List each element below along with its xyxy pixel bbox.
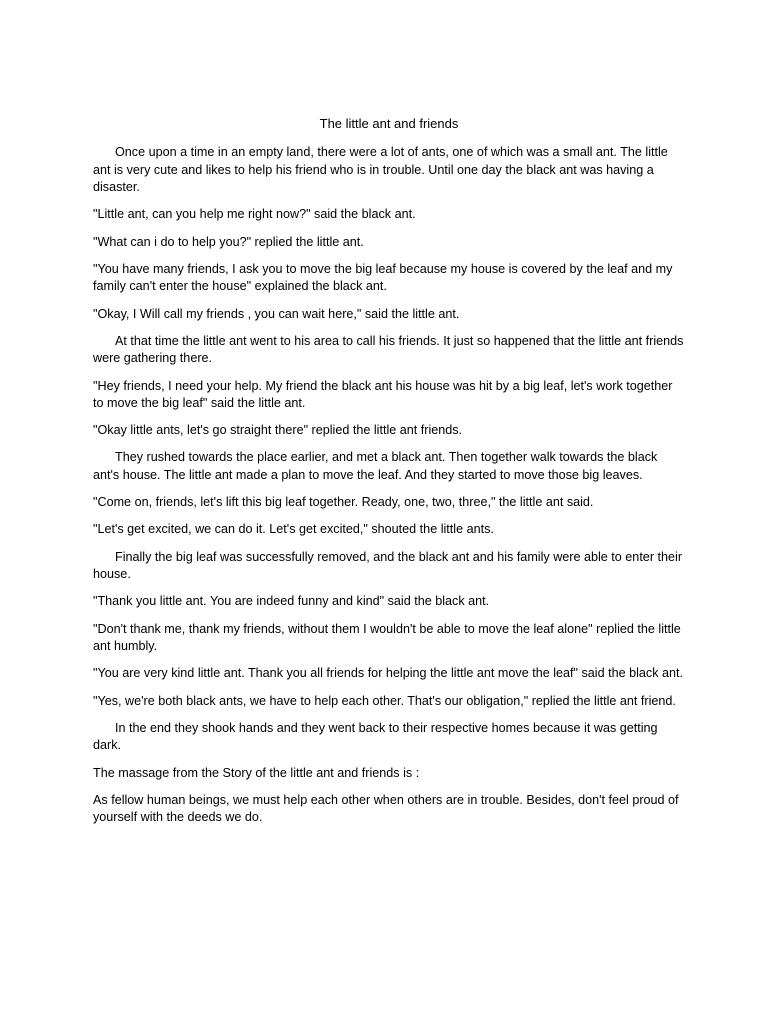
paragraph: "Come on, friends, let's lift this big leaf together. Ready, one, two, three," the little ant said. [93,495,594,510]
paragraph: "What can i do to help you?" replied the little ant. [93,234,364,249]
paragraph: "Okay little ants, let's go straight there" replied the little ant friends. [93,423,463,438]
paragraph: As fellow human beings, we must help each other when others are in trouble. Besides, don't feel proud of yourself with the deeds we do. [93,792,679,825]
paragraph: "Hey friends, I need your help. My friend the black ant his house was hit by a big leaf, let's work together to move the big leaf" said the little ant. [93,378,673,411]
paragraph: In the end they shook hands and they went back to their respective homes because it was getting dark. [93,720,658,753]
paragraph: "Let's get excited, we can do it. Let's get excited," shouted the little ants. [93,522,494,537]
paragraph: "You have many friends, I ask you to move the big leaf because my house is covered by the leaf and my family can't enter the house" explained the black ant. [93,261,673,294]
paragraph: "Don't thank me, thank my friends, without them I wouldn't be able to move the leaf alone" replied the little ant humbly. [93,621,681,654]
paragraph: They rushed towards the place earlier, and met a black ant. Then together walk towards the black ant's house. The little ant made a plan to move the leaf. And they started to move those big leaves. [93,450,658,483]
paragraph: At that time the little ant went to his area to call his friends. It just so happened that the little ant friends were gathering there. [93,333,684,366]
paragraph-list [93,144,685,827]
paragraph: Finally the big leaf was successfully removed, and the black ant and his family were able to enter their house. [93,549,683,582]
paragraph: "Okay, I Will call my friends , you can wait here," said the little ant. [93,306,460,321]
paragraph: Once upon a time in an empty land, there were a lot of ants, one of which was a small ant. The little ant is very cute and likes to help his friend who is in trouble. Until one day the black ant was having a disaster. [93,145,668,195]
paragraph: "Little ant, can you help me right now?" said the black ant. [93,207,416,222]
paragraph: "You are very kind little ant. Thank you all friends for helping the little ant move the leaf" said the black ant. [93,666,683,681]
document-title: The little ant and friends [319,116,459,131]
document-body [93,115,685,837]
paragraph: "Yes, we're both black ants, we have to help each other. That's our obligation," replied the little ant friend. [93,693,676,708]
paragraph: The massage from the Story of the little ant and friends is : [93,765,420,780]
paragraph: "Thank you little ant. You are indeed funny and kind" said the black ant. [93,594,490,609]
